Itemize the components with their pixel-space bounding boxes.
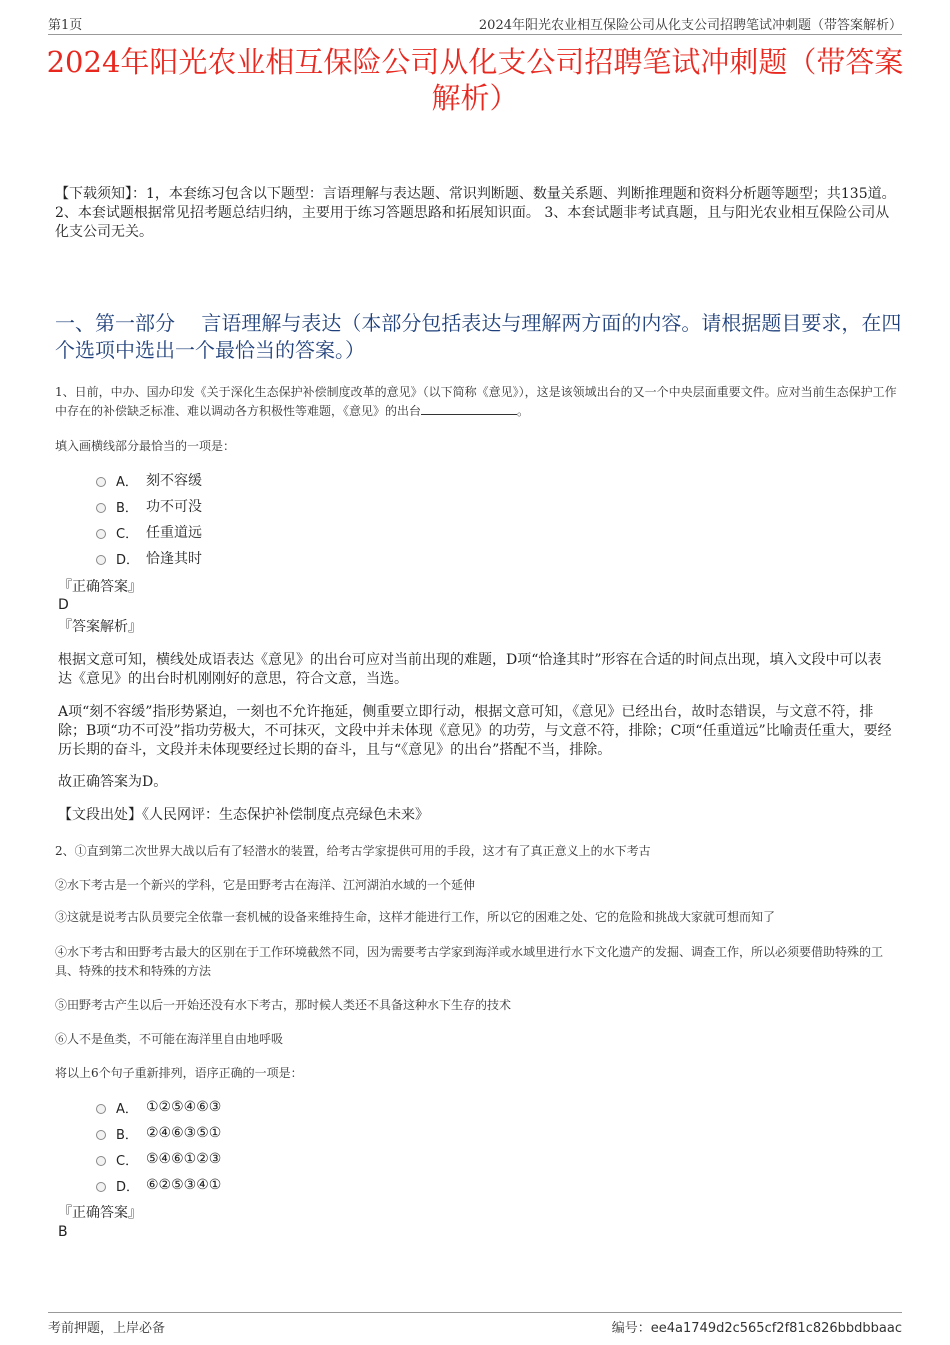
question-2-sentence: ⑥人不是鱼类，不可能在海洋里自由地呼吸 bbox=[55, 1032, 284, 1046]
radio-icon[interactable] bbox=[96, 477, 106, 487]
option-b[interactable]: B． 功不可没 bbox=[96, 493, 202, 519]
option-c[interactable]: C． 任重道远 bbox=[96, 519, 202, 545]
radio-icon[interactable] bbox=[96, 1156, 106, 1166]
question-2-sentence: ③这就是说考古队员要完全依靠一套机械的设备来维持生命，这样才能进行工作，所以它的困难之处、它的危险和挑战大家就可想而知了 bbox=[55, 910, 776, 924]
option-d[interactable]: D． 恰逢其时 bbox=[96, 545, 202, 571]
download-notice: 【下载须知】：1，本套练习包含以下题型：言语理解与表达题、常识判断题、数量关系题、判断推理题和资料分析题等题型；共135道。 2、本套试题根据常见招考题总结归纳，主要用于练习答题思路和拓展知识面。 3、本套试题非考试真题，且与阳光农业相互保险公司从化支公司无关。 bbox=[55, 186, 896, 240]
document-code: 编号：ee4a1749d2c565cf2f81c826bbdbbaac bbox=[611, 1321, 902, 1336]
question-2-prompt: 将以上6个句子重新排列，语序正确的一项是： bbox=[55, 1066, 303, 1080]
option-c[interactable]: C． ⑤④⑥①②③ bbox=[96, 1146, 221, 1172]
analysis-conclusion: 故正确答案为D。 bbox=[58, 774, 168, 790]
correct-answer: B bbox=[58, 1224, 68, 1240]
page-number: 第1页 bbox=[48, 18, 83, 33]
option-b[interactable]: B． ②④⑥③⑤① bbox=[96, 1120, 221, 1146]
radio-icon[interactable] bbox=[96, 555, 106, 565]
header-doc-title: 2024年阳光农业相互保险公司从化支公司招聘笔试冲刺题（带答案解析） bbox=[478, 18, 902, 33]
question-2-sentence: ②水下考古是一个新兴的学科，它是田野考古在海洋、江河湖泊水域的一个延伸 bbox=[55, 878, 476, 892]
source-citation: 【文段出处】《人民网评：生态保护补偿制度点亮绿色未来》 bbox=[58, 807, 429, 823]
radio-icon[interactable] bbox=[96, 1182, 106, 1192]
footer-slogan: 考前押题，上岸必备 bbox=[48, 1321, 166, 1336]
option-d[interactable]: D． ⑥②⑤③④① bbox=[96, 1172, 221, 1198]
radio-icon[interactable] bbox=[96, 1104, 106, 1114]
answer-label: 『正确答案』 bbox=[58, 579, 142, 595]
radio-icon[interactable] bbox=[96, 503, 106, 513]
fill-blank bbox=[421, 402, 517, 415]
analysis-paragraph-2: A项“刻不容缓”指形势紧迫，一刻也不允许拖延，侧重要立即行动，根据文意可知，《意见》已经出台，故时态错误，与文意不符，排除；B项“功不可没”指功劳极大，不可抹灭，文段中并未体现《意见》的功劳，与文意不符，排除；C项“任重道远”比喻责任重大，要经历长期的奋斗，文段并未体现要经过长期的奋斗，且与“《意见》的出台”搭配不当，排除。 bbox=[58, 704, 892, 758]
section-title: 一、第一部分 言语理解与表达（本部分包括表达与理解两方面的内容。请根据题目要求，在四个选项中选出一个最恰当的答案。） bbox=[55, 311, 902, 362]
option-a[interactable]: A． 刻不容缓 bbox=[96, 467, 202, 493]
page-header bbox=[48, 14, 902, 35]
page-footer bbox=[48, 1312, 902, 1337]
question-2-sentence: ⑤田野考古产生以后一开始还没有水下考古，那时候人类还不具备这种水下生存的技术 bbox=[55, 998, 512, 1012]
option-a[interactable]: A． ①②⑤④⑥③ bbox=[96, 1094, 221, 1120]
question-2-sentence: ④水下考古和田野考古最大的区别在于工作环境截然不同，因为需要考古学家到海洋或水域里进行水下文化遗产的发掘、调查工作，所以必须要借助特殊的工具、特殊的技术和特殊的方法 bbox=[55, 945, 884, 978]
question-2-options bbox=[96, 1094, 221, 1198]
radio-icon[interactable] bbox=[96, 1130, 106, 1140]
correct-answer: D bbox=[58, 597, 69, 613]
question-1-options bbox=[96, 467, 202, 571]
question-2-sentence: 2、①直到第二次世界大战以后有了轻潜水的装置，给考古学家提供可用的手段，这才有了真正意义上的水下考古 bbox=[55, 844, 651, 858]
analysis-paragraph-1: 根据文意可知，横线处成语表达《意见》的出台可应对当前出现的难题，D项“恰逢其时”形容在合适的时间点出现，填入文段中可以表达《意见》的出台时机刚刚好的意思，符合文意，当选。 bbox=[58, 652, 882, 687]
page-title: 2024年阳光农业相互保险公司从化支公司招聘笔试冲刺题（带答案解析） bbox=[46, 45, 904, 115]
answer-label: 『正确答案』 bbox=[58, 1205, 142, 1221]
radio-icon[interactable] bbox=[96, 529, 106, 539]
question-1-stem: 1、日前，中办、国办印发《关于深化生态保护补偿制度改革的意见》（以下简称《意见》），这是该领域出台的又一个中央层面重要文件。应对当前生态保护工作中存在的补偿缺乏标准、难以调动各方积极性等难题，《意见》的出台 。 bbox=[55, 385, 897, 418]
question-1-prompt: 填入画横线部分最恰当的一项是： bbox=[55, 439, 236, 453]
analysis-label: 『答案解析』 bbox=[58, 619, 142, 635]
